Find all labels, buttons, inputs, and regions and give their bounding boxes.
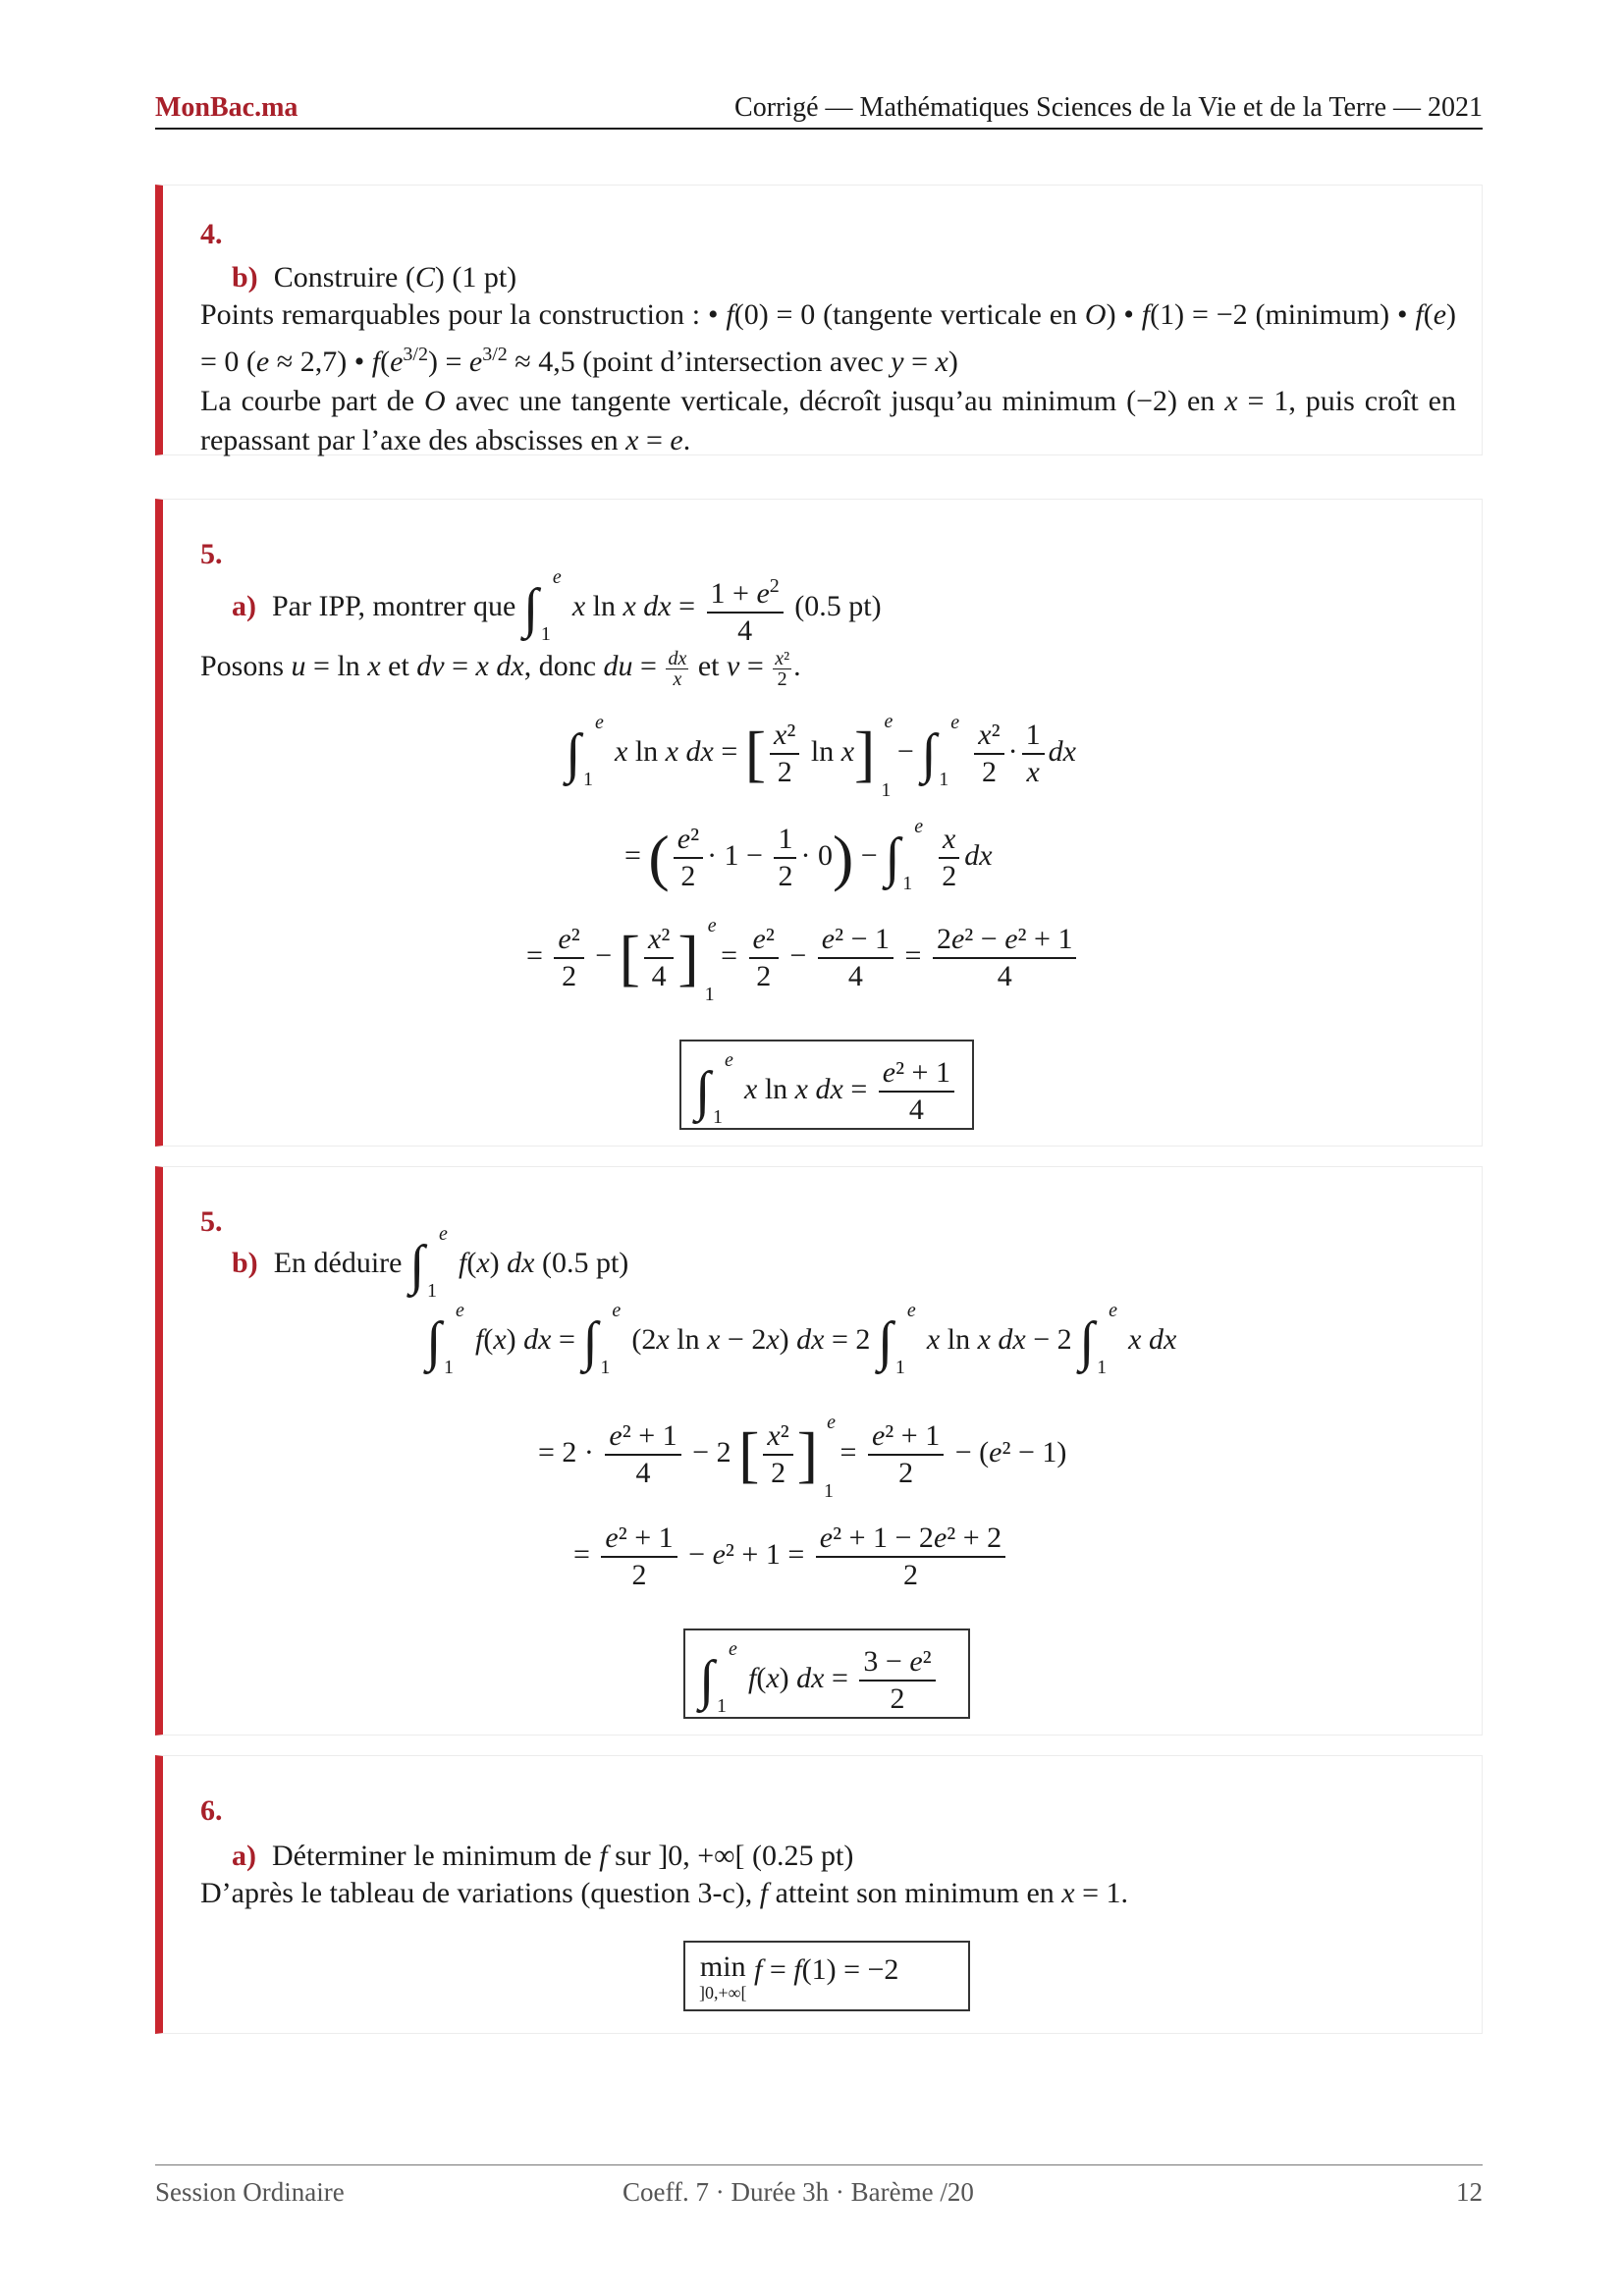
task-line: a) Déterminer le minimum de f sur ]0, +∞[ (0.25 pt) <box>232 1840 854 1872</box>
variation-note: D’après le tableau de variations (question 3-c), f atteint son minimum en x = 1. <box>200 1877 1129 1909</box>
task-line: b) En déduire ∫ e 1 f(x) dx (0.5 pt) <box>232 1223 629 1302</box>
result-box: ∫ e 1 x ln x dx = $\frac{\text{e² + 1}}{4}$ <box>679 1040 974 1130</box>
answer-box-5b <box>155 1166 1483 1735</box>
answer-box-4b <box>155 185 1483 455</box>
question-number: 4. <box>200 218 223 250</box>
result-box: ∫ e 1 f(x) dx = $\frac{\text{3 − e²}}{2}$ <box>683 1629 970 1719</box>
header-title: Corrigé — Mathématiques Sciences de la Vie et de la Terre — 2021 <box>734 92 1483 123</box>
part-letter: a) <box>232 589 256 622</box>
task-line: b) Construire (C) (1 pt) <box>232 261 517 294</box>
exam-info: Coeff. 7 · Durée 3h · Barème /20 <box>623 2177 974 2207</box>
task-line: a) Par IPP, montrer que ∫ e 1 x ln x dx = $\frac{1 + e^2}{4}$ (0.5 pt) <box>232 566 882 647</box>
ipp-setup: Posons u = ln x et dv = x dx, donc du = $\frac{dx}{x}$ et v = $\frac{\text{x²}}{2}$ . <box>200 647 801 690</box>
question-number: 6. <box>200 1794 223 1827</box>
result-box: min ]0,+∞[ f = f(1) = −2 <box>683 1941 970 2011</box>
page-number: 12 <box>1456 2177 1483 2207</box>
ipp-step-3: = $\frac{\text{e²}}{2}$ − [ $\frac{\text{x²}}{4}$ ] e 1 = $\frac{\text{e²}}{2}$ − $\frac{\text{e² − 1}}{4}$ = $\frac{\text{2e² − e² + 1}}{4}$ <box>526 922 1080 994</box>
session-label: Session Ordinaire <box>155 2177 345 2207</box>
ipp-step-2: = ( $\frac{\text{e²}}{2}$ · 1 − $\frac{1}{2}$ · 0) − ∫ e 1 $\frac{x}{2}$ dx <box>624 816 993 894</box>
answer-box-5a <box>155 499 1483 1147</box>
construction-points: Points remarquables pour la construction : • f(0) = 0 (tangente verticale en O) • f(1) = −2 (minimum) • f(e) = 0 (e ≈ 2,7) • $f(e^{3/2}) = e^{3/2} \approx 4,5$ (point d’intersection avec y = x) La courbe part de O avec une tangente verticale, décroît jusqu’au minimum (−2) en x = 1, puis croît en repassant par l’axe des abscisses en x = e. <box>200 298 1457 456</box>
deduce-step-3: = $\frac{\text{e² + 1}}{2}$ − e² + 1 = $\frac{\text{e² + 1 − 2e² + 2}}{2}$ <box>573 1521 1009 1593</box>
brand-logo-text: MonBac.ma <box>155 92 298 123</box>
deduce-step-1: ∫ e 1 f(x) dx = ∫ e 1 (2x ln x − 2x) dx = 2 ∫ e 1 x ln x dx − 2 ∫ e 1 x dx <box>426 1300 1177 1378</box>
part-letter: a) <box>232 1840 256 1872</box>
deduce-step-2: = 2 · $\frac{\text{e² + 1}}{4}$ − 2 [ $\frac{\text{x²}}{2}$ ] e 1 = $\frac{\text{e² + 1}}{2}$ − (e² − 1) <box>538 1412 1067 1502</box>
answer-box-6a <box>155 1755 1483 2034</box>
part-letter: b) <box>232 1246 258 1279</box>
question-number: 5. <box>200 538 223 570</box>
page-header <box>155 88 1483 130</box>
ipp-step-1: ∫ e 1 x ln x dx = [ $\frac{\text{x²}}{2}$ ln x] e 1 − ∫ e 1 $\frac{\text{x²}}{2}$ · $\frac{1}{x}$ dx <box>566 711 1076 801</box>
question-number: 5. <box>200 1205 223 1238</box>
part-letter: b) <box>232 261 258 294</box>
page-footer <box>155 2164 1483 2215</box>
